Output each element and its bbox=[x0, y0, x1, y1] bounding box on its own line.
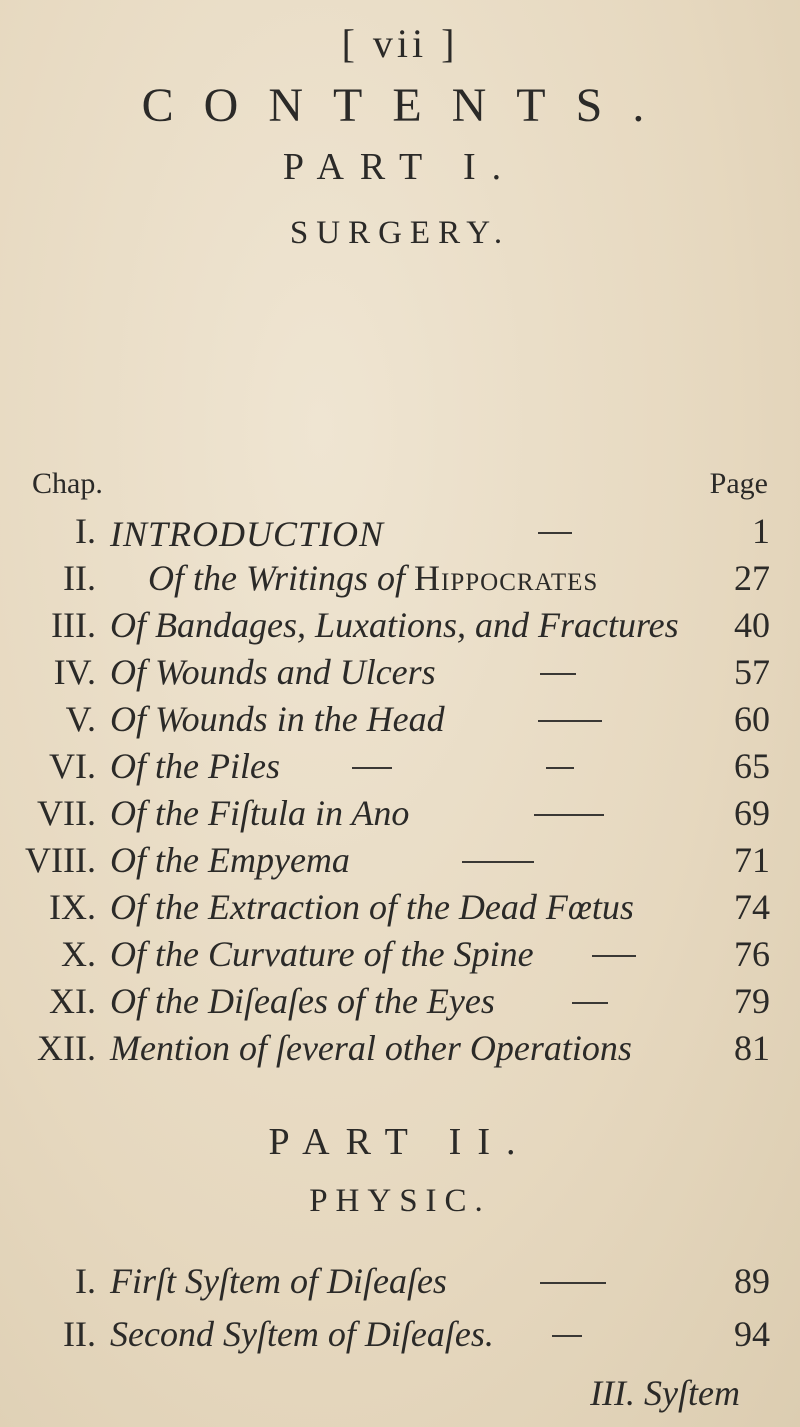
toc-row bbox=[0, 886, 800, 932]
chapter-title: Second Syſtem of Diſeaſes. bbox=[110, 1314, 494, 1354]
page-number-ref: 94 bbox=[734, 1314, 770, 1354]
chapter-title: Of the Fiſtula in Ano bbox=[110, 793, 410, 833]
chapter-number: IX. bbox=[49, 887, 96, 927]
page-number-ref: 89 bbox=[734, 1261, 770, 1301]
toc-row bbox=[0, 1260, 800, 1306]
part-1-heading: PART I. bbox=[282, 146, 518, 188]
chapter-number: VIII. bbox=[25, 840, 96, 880]
chapter-number: VII. bbox=[37, 793, 96, 833]
leader-dash bbox=[572, 1002, 608, 1004]
chapter-number: VI. bbox=[49, 746, 96, 786]
page-number-ref: 1 bbox=[752, 511, 770, 551]
leader-dash bbox=[538, 532, 572, 534]
page-number-ref: 60 bbox=[734, 699, 770, 739]
part-2-heading: PART II. bbox=[268, 1121, 532, 1163]
chapter-column-label: Chap. bbox=[32, 467, 103, 500]
chapter-title: Of Bandages, Luxations, and Fractures bbox=[110, 605, 679, 645]
page-number-ref: 40 bbox=[734, 605, 770, 645]
chapter-number: XII. bbox=[37, 1028, 96, 1068]
leader-dash bbox=[540, 673, 576, 675]
chapter-number: I. bbox=[75, 1261, 96, 1301]
page-number-ref: 27 bbox=[734, 558, 770, 598]
chapter-number: II. bbox=[63, 1314, 96, 1354]
chapter-number: IV. bbox=[53, 652, 96, 692]
chapter-number: I. bbox=[75, 511, 96, 551]
part-1-subject: SURGERY. bbox=[289, 215, 511, 251]
toc-row bbox=[0, 933, 800, 979]
toc-row bbox=[0, 604, 800, 650]
chapter-title: Firſt Syſtem of Diſeaſes bbox=[110, 1261, 447, 1301]
page-number-ref: 76 bbox=[734, 934, 770, 974]
contents-heading: CONTENTS. bbox=[141, 79, 675, 132]
chapter-number: II. bbox=[63, 558, 96, 598]
page-number-ref: 57 bbox=[734, 652, 770, 692]
leader-dash bbox=[462, 861, 534, 863]
toc-row bbox=[0, 510, 800, 556]
chapter-title: Of the Piles bbox=[110, 746, 280, 786]
chapter-number: III. bbox=[51, 605, 96, 645]
part-2-subject: PHYSIC. bbox=[309, 1183, 491, 1219]
toc-row bbox=[0, 745, 800, 791]
page-number-ref: 69 bbox=[734, 793, 770, 833]
page-column-label: Page bbox=[709, 467, 768, 500]
chapter-title: Of Wounds and Ulcers bbox=[110, 652, 436, 692]
chapter-title: Of the Extraction of the Dead Fœtus bbox=[110, 887, 634, 927]
chapter-title: Of the Empyema bbox=[110, 840, 350, 880]
page-number-ref: 65 bbox=[734, 746, 770, 786]
toc-row bbox=[0, 1313, 800, 1359]
chapter-title: Mention of ſeveral other Operations bbox=[110, 1028, 632, 1068]
chapter-number: X. bbox=[61, 934, 96, 974]
leader-dash bbox=[540, 1282, 606, 1284]
page-number: [ vii ] bbox=[341, 21, 459, 66]
page-number-ref: 71 bbox=[734, 840, 770, 880]
chapter-title: Of the Diſeaſes of the Eyes bbox=[110, 981, 495, 1021]
toc-row bbox=[0, 792, 800, 838]
page-number-ref: 74 bbox=[734, 887, 770, 927]
leader-dash bbox=[592, 955, 636, 957]
toc-row bbox=[0, 980, 800, 1026]
chapter-title: INTRODUCTION bbox=[110, 514, 385, 554]
toc-row bbox=[0, 698, 800, 744]
chapter-title: Of Wounds in the Head bbox=[110, 699, 445, 739]
toc-row bbox=[0, 651, 800, 697]
leader-dash bbox=[546, 767, 574, 769]
page-number-ref: 79 bbox=[734, 981, 770, 1021]
chapter-number: XI. bbox=[49, 981, 96, 1021]
chapter-title: Of the Writings of Hippocrates bbox=[148, 558, 599, 598]
leader-dash bbox=[538, 720, 602, 722]
chapter-title: Of the Curvature of the Spine bbox=[110, 934, 534, 974]
chapter-number: V. bbox=[65, 699, 96, 739]
page-number-ref: 81 bbox=[734, 1028, 770, 1068]
catchword: III. Syſtem bbox=[590, 1373, 740, 1413]
toc-row bbox=[0, 1027, 800, 1073]
leader-dash bbox=[534, 814, 604, 816]
toc-row bbox=[0, 839, 800, 885]
toc-row bbox=[0, 557, 800, 603]
leader-dash bbox=[552, 1335, 582, 1337]
leader-dash bbox=[352, 767, 392, 769]
